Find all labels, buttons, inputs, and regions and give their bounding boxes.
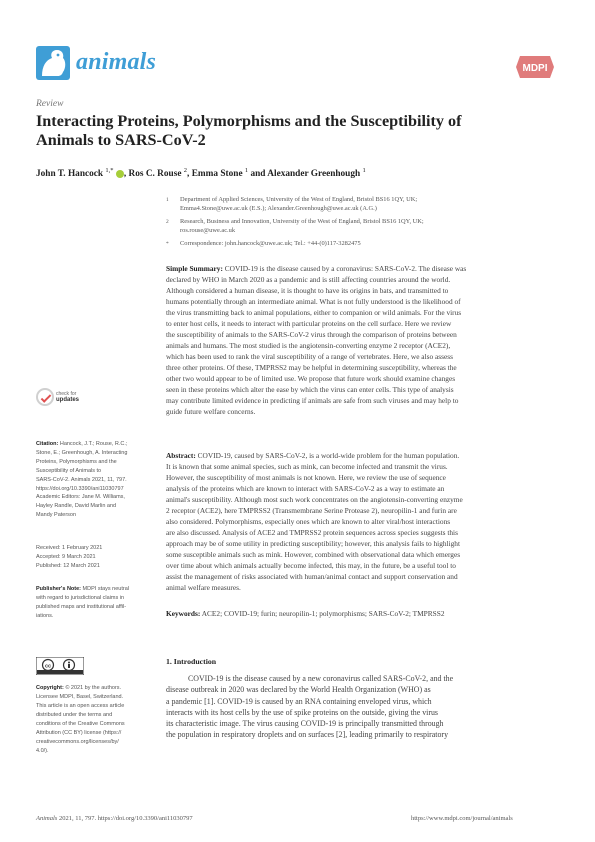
check-for-updates-button[interactable] — [36, 388, 80, 414]
summary-line: animals and humans. The most studied is the angiotensin-converting enzyme 2 receptor (ACE2), — [166, 341, 451, 350]
body-line: COVID-19 is the disease caused by a new coronavirus called SARS-CoV-2, and the — [188, 674, 454, 683]
affiliation-line: Research, Business and Innovation, University of the West of England, Bristol BS16 1QY, UK; — [180, 218, 424, 225]
abstract — [166, 450, 560, 593]
summary-line: declared by WHO in March 2020 as a pandemic and is still affecting countries around the world. — [166, 275, 451, 284]
publisher-note-line: published maps and institutional affil- — [36, 604, 127, 610]
published-date: Published: 12 March 2021 — [36, 563, 100, 569]
footer-journal: Animals — [36, 815, 58, 822]
affiliation-line[interactable]: Emma4.Stone@uwe.ac.uk (E.S.); Alexander.Greenhough@uwe.ac.uk (A.G.) — [180, 204, 377, 212]
title-line: Interacting Proteins, Polymorphisms and the Susceptibility of — [36, 112, 462, 130]
citation-text: Hancock, J.T.; Rouse, R.C.; — [58, 441, 128, 447]
author-affiliation-mark: 1,* — [105, 167, 114, 174]
abstract-line: animal welfare measures. — [166, 583, 241, 592]
affiliation-mark: * — [166, 241, 169, 247]
publisher-note — [36, 585, 158, 621]
check-updates-icon — [36, 388, 54, 406]
abstract-label: Abstract: — [166, 451, 196, 460]
copyright-line: Licensee MDPI, Basel, Switzerland. — [36, 694, 124, 700]
copyright-line — [36, 684, 158, 693]
summary-text: COVID-19 is the disease caused by a coronavirus: SARS-CoV-2. The disease was — [222, 264, 467, 273]
summary-line: three other proteins. Of these, TMPRSS2 may be helpful in determining susceptibility, whereas the — [166, 363, 457, 372]
affiliation-text — [180, 218, 424, 235]
citation-line — [36, 440, 158, 449]
citation-line: SARS-CoV-2. Animals 2021, 11, 797. — [36, 477, 127, 483]
abstract-line: are also discussed. Analysis of ACE2 and TMPRSS2 protein sequences across species suggests this — [166, 528, 458, 537]
introduction-body — [166, 673, 560, 741]
citation-line: Susceptibility of Animals to — [36, 468, 102, 474]
footer-citation-text[interactable]: 2021, 11, 797. https://doi.org/10.3390/ani11030797 — [57, 815, 193, 822]
title-line: Animals to SARS-CoV-2 — [36, 131, 206, 149]
citation-doi-link[interactable]: https://doi.org/10.3390/ani11030797 — [36, 486, 124, 492]
publisher-note-line: with regard to jurisdictional claims in — [36, 595, 125, 601]
affiliation-mark: 1 — [166, 197, 169, 203]
publisher-note-text: MDPI stays neutral — [81, 586, 130, 592]
section-heading: 1. Introduction — [166, 657, 217, 666]
author-name[interactable]: Ros C. Rouse — [128, 169, 182, 180]
affiliation-text — [180, 196, 417, 213]
body-line: its characteristic image. The virus causing COVID-19 is principally transmitted through — [166, 719, 444, 729]
author-affiliation-mark: 1 — [362, 167, 366, 174]
affiliation-line: Department of Applied Sciences, University of the West of England, Bristol BS16 1QY, UK; — [180, 196, 418, 203]
copyright-notice — [36, 684, 158, 756]
check-updates-label: check for — [56, 391, 77, 397]
affiliation-line[interactable]: ros.rouse@uwe.ac.uk — [180, 226, 236, 234]
summary-line: Although considered a human disease, it is thought to have its origins in bats, and transmitted to — [166, 286, 449, 295]
abstract-line: 2 receptor (ACE2), here TMPRSS2 (Transmembrane Serine Protease 2), neuropilin-1 and furin are — [166, 506, 457, 515]
article-title — [36, 112, 566, 150]
summary-line: which has been used to rank the viral susceptibility of a range of vertebrates. Here, we also assess — [166, 352, 453, 361]
received-date: Received: 1 February 2021 — [36, 545, 103, 551]
copyright-text: © 2021 by the authors. — [63, 685, 122, 691]
citation-line: Proteins, Polymorphisms and the — [36, 459, 117, 465]
summary-line: seen in these proteins which alter the ease by which the virus can enter cells. This type of analysis — [166, 385, 454, 394]
author-list — [36, 167, 576, 179]
abstract-line: some susceptible animals such as mink. However, combined with observational data which emerges — [166, 550, 461, 559]
copyright-line: distributed under the terms and — [36, 712, 113, 718]
keywords-text: ACE2; COVID-19; furin; neuropilin-1; polymorphisms; SARS-CoV-2; TMPRSS2 — [200, 609, 445, 618]
orcid-icon[interactable] — [116, 170, 124, 178]
abstract-line: assist the management of risks associated with human/animal contact and support conservation and — [166, 572, 458, 581]
publisher-name: MDPI — [522, 63, 548, 74]
mdpi-logo-icon[interactable] — [516, 56, 554, 78]
body-line: disease outbreak in 2020 was declared by the World Health Organization (WHO) as — [166, 685, 431, 695]
publisher-note-line — [36, 585, 158, 594]
copyright-line: This article is an open access article — [36, 703, 125, 709]
footer-journal-link[interactable]: https://www.mdpi.com/journal/animals — [411, 815, 513, 822]
svg-text:cc: cc — [44, 663, 52, 670]
article-type: Review — [36, 99, 64, 109]
summary-line: may contribute limited evidence in predicting if animals are safe from such viruses and may help to — [166, 396, 459, 405]
simple-summary-label: Simple Summary: — [166, 264, 223, 273]
publisher-note-label: Publisher's Note: — [36, 586, 82, 592]
summary-line: the susceptibility of animals to the SARS-CoV-2 virus through the comparison of proteins between — [166, 330, 457, 339]
summary-line — [166, 263, 560, 274]
abstract-line: also considered. Polymorphisms, especially ones which are known to alter viral/host interactions — [166, 517, 451, 526]
license-link[interactable]: creativecommons.org/licenses/by/ — [36, 739, 119, 745]
abstract-line: animal's susceptibility. Although most such work concentrates on the angiotensin-converting enzyme — [166, 495, 463, 504]
journal-name[interactable]: animals — [76, 49, 157, 75]
author-name[interactable]: Emma Stone — [191, 169, 243, 180]
citation-label: Citation: — [36, 441, 59, 447]
abstract-line: over time about which animals actually become infected, this may, in the future, be a useful tool to — [166, 561, 456, 570]
summary-line: guide future welfare concerns. — [166, 407, 256, 416]
abstract-text: COVID-19, caused by SARS-CoV-2, is a world-wide problem for the human population. — [195, 451, 460, 460]
affiliation-mark: 2 — [166, 219, 169, 225]
license-link[interactable]: Attribution (CC BY) license (https:// — [36, 730, 122, 736]
affiliation-line[interactable]: Correspondence: john.hancock@uwe.ac.uk; Tel.: +44-(0)117-3282475 — [180, 240, 361, 247]
editors-line: Hayley Randle, David Marlin and — [36, 503, 117, 509]
body-line: interacts with its host cells by the use of spike proteins on the outside, giving the virus — [166, 707, 438, 717]
accepted-date: Accepted: 9 March 2021 — [36, 554, 96, 560]
keywords-label: Keywords: — [166, 609, 201, 618]
body-line: the population in respiratory droplets and on surfaces [2], leading primarily to respiratory — [166, 730, 449, 740]
author-name[interactable]: Alexander Greenhough — [267, 169, 361, 180]
author-name[interactable]: John T. Hancock — [36, 169, 104, 180]
license-link[interactable]: 4.0/). — [36, 748, 49, 754]
body-line: a pandemic [1]. COVID-19 is caused by an RNA containing enveloped virus, which — [166, 696, 432, 706]
summary-line: humans potentially through an intermediate animal. What is not fully understood is the likelihood of — [166, 297, 461, 306]
cc-by-license-icon[interactable] — [36, 657, 84, 675]
check-updates-label: updates — [56, 397, 80, 403]
author-affiliation-mark: 2 — [183, 167, 188, 174]
abstract-line: It is known that some animal species, such as mink, can become infected and transmit the virus. — [166, 462, 448, 471]
copyright-label: Copyright: — [36, 685, 64, 691]
copyright-line: conditions of the Creative Commons — [36, 721, 125, 727]
author-affiliation-mark: 1 — [244, 167, 249, 174]
summary-line: other two would appear to be of limited use. We propose that future work should examine changes — [166, 374, 456, 383]
publisher-note-line: iations. — [36, 613, 54, 619]
abstract-line: analysis of the proteins which are known to interact with SARS-CoV-2 as a way to estimate an — [166, 484, 445, 493]
affiliation-text — [180, 240, 361, 249]
footer-citation — [36, 815, 193, 822]
editors-line: Mandy Paterson — [36, 512, 77, 518]
citation-block — [36, 440, 158, 494]
keywords — [166, 608, 560, 619]
author-separator: and — [248, 169, 268, 180]
abstract-line: However, the susceptibility of most animals is not known. Here, we review the use of sequence — [166, 473, 446, 482]
author-separator: , — [187, 169, 192, 180]
article-dates — [36, 544, 158, 571]
author-separator: , — [123, 169, 129, 180]
academic-editors — [36, 493, 158, 520]
citation-line: Stone, E.; Greenhough, A. Interacting — [36, 450, 128, 456]
summary-line: to enter host cells, it needs to interact with particular proteins on the cell surface. Here we review — [166, 319, 452, 328]
summary-line: the virus transmitting back to animal populations, either to companion or wild animals. For the virus — [166, 308, 462, 317]
simple-summary — [166, 263, 560, 417]
abstract-line: approach may be of some utility in predicting susceptibility; however, this analysis fails to highlight — [166, 539, 461, 548]
abstract-line — [166, 450, 560, 461]
journal-logo-icon — [36, 46, 70, 80]
editors-line: Academic Editors: Jane M. Williams, — [36, 494, 125, 500]
